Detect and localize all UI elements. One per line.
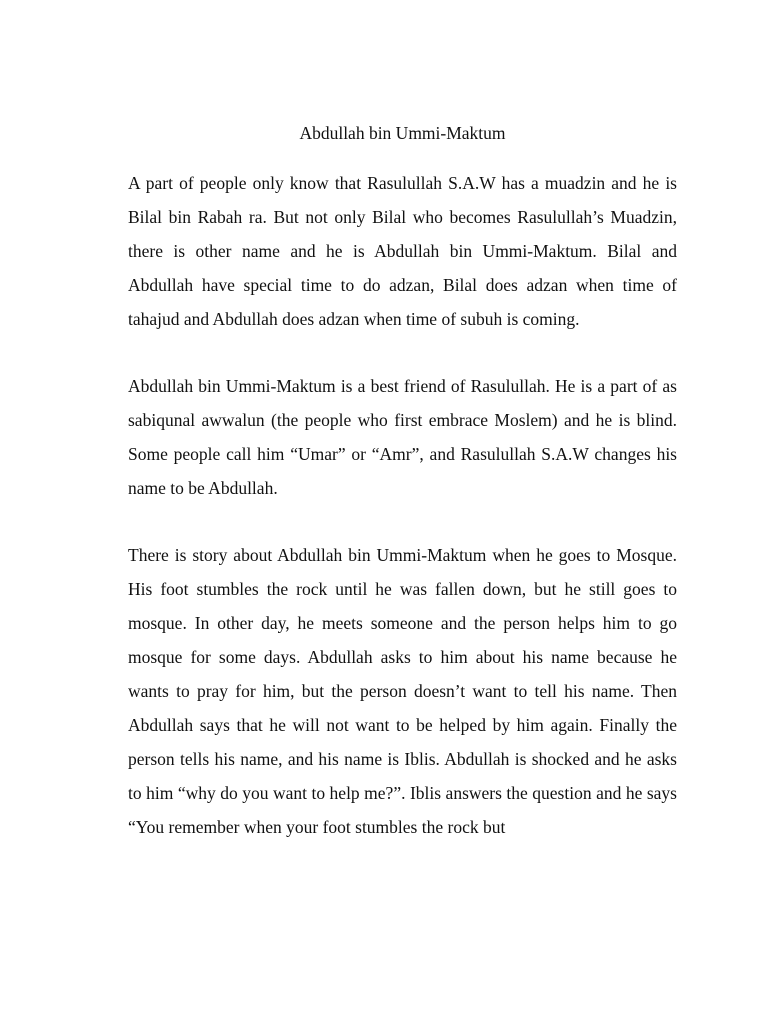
paragraph-best-friend: Abdullah bin Ummi-Maktum is a best friend of Rasulullah. He is a part of as sabiqunal awwalun (the people who first embrace Moslem) and he is blind. Some people call him “Umar” or “Amr”, and Rasulullah S.A.W changes his name to be Abdullah.: [128, 376, 677, 498]
paragraph-muadzin: A part of people only know that Rasulullah S.A.W has a muadzin and he is Bilal bin Rabah ra. But not only Bilal who becomes Rasulullah’s Muadzin, there is other name and he is Abdullah bin Ummi-Maktum. Bilal and Abdullah have special time to do adzan, Bilal does adzan when time of tahajud and Abdullah does adzan when time of subuh is coming.: [128, 173, 677, 329]
paragraph-mosque-story: There is story about Abdullah bin Ummi-Maktum when he goes to Mosque. His foot stumbles the rock until he was fallen down, but he still goes to mosque. In other day, he meets someone and the person helps him to go mosque for some days. Abdullah asks to him about his name because he wants to pray for him, but the person doesn’t want to tell his name. Then Abdullah says that he will not want to be helped by him again. Finally the person tells his name, and his name is Iblis. Abdullah is shocked and he asks to him “why do you want to help me?”. Iblis answers the question and he says “You remember when your foot stumbles the rock but: [128, 545, 677, 837]
document-title: Abdullah bin Ummi-Maktum: [299, 123, 506, 143]
document-page: [128, 116, 677, 877]
